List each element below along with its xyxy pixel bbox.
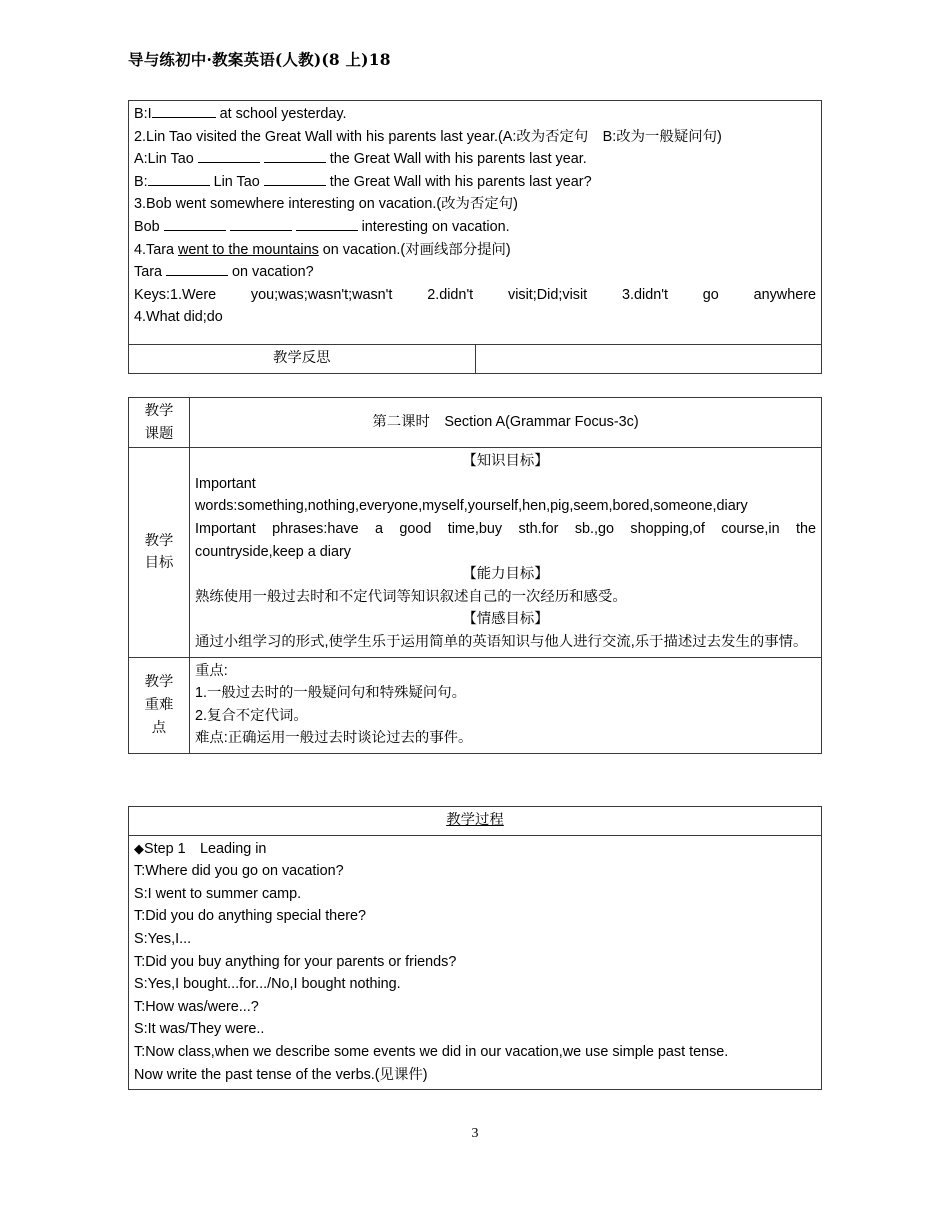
fill-blank (296, 230, 358, 231)
page-header: 导与练初中·教案英语(人教)(8 上)18 (128, 50, 391, 69)
exercise-line-1-suffix: at school yesterday. (219, 106, 347, 122)
table-row (129, 807, 822, 836)
table-row (129, 345, 822, 374)
teaching-process-header: 教学过程 (446, 812, 504, 828)
knowledge-objective-line-3: Important phrases:have a good time,buy sth.for sb.,go shopping,of course,in the countryside,keep a diary (195, 520, 816, 560)
fill-blank (198, 162, 260, 163)
exercise-line-6 (134, 216, 816, 239)
fill-blank (166, 275, 228, 276)
lesson-topic-label-line-2: 课题 (144, 425, 174, 442)
exercise-line-6-suffix: interesting on vacation. (361, 218, 510, 235)
key-difficulty-label (129, 657, 190, 753)
ability-objective-text: 熟练使用一般过去时和不定代词等知识叙述自己的一次经历和感受。 (195, 588, 627, 605)
key-point-item-1: 1.一般过去时的一般疑问句和特殊疑问句。 (195, 685, 467, 702)
difficulty-point: 难点:正确运用一般过去时谈论过去的事件。 (195, 730, 473, 747)
exercise-line-1-prefix: B:I (134, 106, 152, 122)
fill-blank (264, 162, 326, 163)
exercise-line-8-prefix: Tara (134, 264, 162, 281)
exercise-line-3 (134, 148, 816, 171)
knowledge-objective-line-1: Important (195, 475, 256, 492)
exercise-line-4-prefix: B: (134, 173, 148, 190)
teaching-objectives-label-line-2: 目标 (144, 555, 174, 572)
exercise-line-4-suffix: the Great Wall with his parents last year? (329, 173, 592, 190)
teaching-process-header-cell (129, 807, 822, 836)
lesson-topic-value: 第二课时 Section A(Grammar Focus-3c) (190, 398, 822, 448)
exercise-line-7-underlined: went to the mountains (178, 241, 319, 258)
table-row (129, 398, 822, 448)
process-line-9: T:Now class,when we describe some events we did in our vacation,we use simple past tense. (134, 1043, 729, 1060)
exercise-line-3-prefix: A:Lin Tao (134, 151, 194, 168)
key-difficulty-label-line-3: 点 (151, 719, 167, 736)
knowledge-objective-line-2: words:something,nothing,everyone,myself,yourself,hen,pig,seem,bored,someone,diary (195, 498, 748, 515)
teaching-reflection-label: 教学反思 (129, 345, 476, 374)
fill-blank (264, 185, 326, 186)
exercise-line-4 (134, 171, 816, 194)
table-row (129, 835, 822, 1090)
exercise-line-2: 2.Lin Tao visited the Great Wall with his parents last year.(A:改为否定句 B:改为一般疑问句) (134, 128, 722, 145)
key-difficulty-label-line-2: 重难 (144, 696, 174, 713)
exercise-line-6-prefix: Bob (134, 218, 160, 235)
exercise-line-3-suffix: the Great Wall with his parents last year. (329, 151, 587, 168)
exercise-line-7-suffix: on vacation.(对画线部分提问) (322, 241, 511, 258)
exercise-line-7 (134, 239, 816, 262)
fill-blank (230, 230, 292, 231)
teaching-objectives-label (129, 448, 190, 657)
diamond-bullet-icon: ◆ (134, 840, 144, 856)
key-point-heading: 重点: (195, 662, 228, 679)
exercise-line-4-mid: Lin Tao (213, 173, 260, 190)
process-line-8: S:It was/They were.. (134, 1021, 265, 1038)
fill-blank (164, 230, 226, 231)
teaching-process-table (128, 806, 822, 1090)
exercises-cell (129, 101, 822, 345)
exercise-line-1 (134, 103, 816, 126)
process-line-6: S:Yes,I bought...for.../No,I bought nothing. (134, 976, 401, 993)
teaching-process-cell (129, 835, 822, 1090)
exercise-line-8 (134, 261, 816, 284)
fill-blank (148, 185, 210, 186)
process-line-1: T:Where did you go on vacation? (134, 863, 344, 880)
step-1-title: Step 1 Leading in (144, 840, 267, 857)
teaching-objectives-cell (190, 448, 822, 657)
fill-blank (152, 117, 216, 118)
answer-keys-line-2: 4.What did;do (134, 309, 223, 326)
teaching-objectives-label-line-1: 教学 (144, 532, 174, 549)
emotion-objective-text: 通过小组学习的形式,使学生乐于运用简单的英语知识与他人进行交流,乐于描述过去发生的事情。 (195, 633, 808, 650)
process-line-4: S:Yes,I... (134, 930, 192, 947)
exercise-line-5: 3.Bob went somewhere interesting on vacation.(改为否定句) (134, 196, 518, 213)
lesson-topic-label (129, 398, 190, 448)
process-line-7: T:How was/were...? (134, 998, 259, 1015)
exercise-line-8-suffix: on vacation? (232, 264, 314, 281)
lesson-topic-label-line-1: 教学 (144, 403, 174, 419)
table-row (129, 448, 822, 657)
process-line-5: T:Did you buy anything for your parents or friends? (134, 953, 457, 970)
process-line-2: S:I went to summer camp. (134, 885, 302, 902)
key-point-item-2: 2.复合不定代词。 (195, 707, 308, 724)
key-difficulty-label-line-1: 教学 (144, 674, 174, 691)
exercise-line-7-prefix: 4.Tara (134, 241, 174, 258)
answer-keys-line-1: Keys:1.Were you;was;wasn't;wasn't 2.didn't visit;Did;visit 3.didn't go anywhere (134, 286, 816, 303)
process-line-10: Now write the past tense of the verbs.(见课件) (134, 1066, 428, 1083)
lesson-info-table (128, 397, 822, 754)
step-1-heading (134, 838, 816, 861)
knowledge-objective-title: 【知识目标】 (462, 453, 549, 470)
key-difficulty-cell (190, 657, 822, 753)
process-line-3: T:Did you do anything special there? (134, 908, 366, 925)
page-number: 3 (471, 1126, 479, 1141)
ability-objective-title: 【能力目标】 (462, 566, 549, 583)
table-row (129, 657, 822, 753)
teaching-reflection-value (475, 345, 822, 374)
table-row (129, 101, 822, 345)
emotion-objective-title: 【情感目标】 (462, 611, 549, 628)
exercises-table (128, 100, 822, 374)
